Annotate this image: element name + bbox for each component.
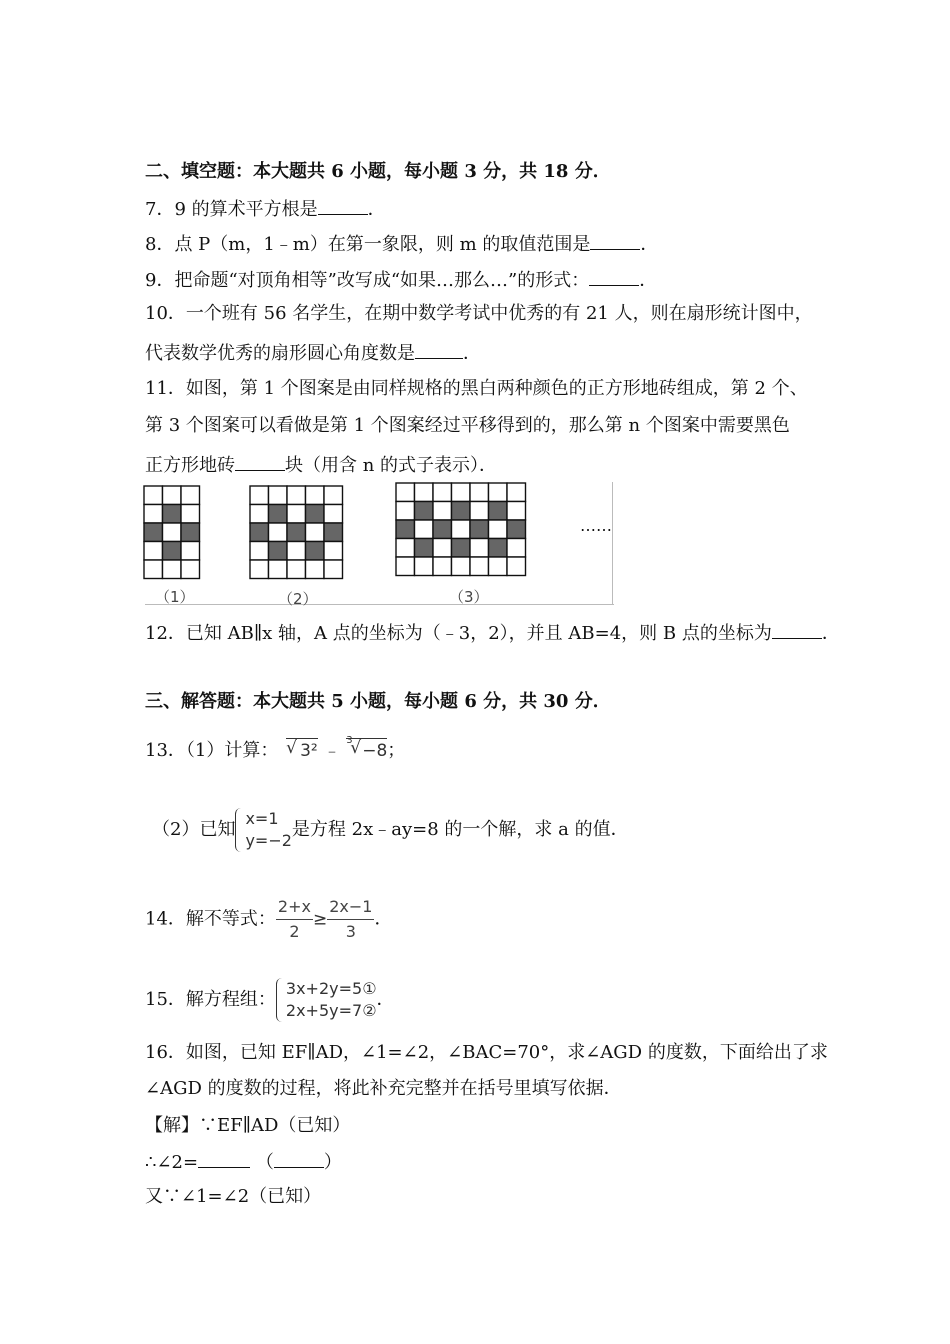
- white-tile: [507, 557, 526, 576]
- white-tile: [507, 502, 526, 521]
- black-tile: [269, 542, 288, 561]
- q13-part2-rest: 是方程 2x﹣ay=8 的一个解，求 a 的值．: [291, 819, 629, 840]
- white-tile: [306, 523, 325, 542]
- white-tile: [489, 483, 508, 502]
- q13-sys-row-2: y=−2: [245, 831, 292, 850]
- sqrt-icon: √: [286, 738, 297, 758]
- white-tile: [396, 483, 415, 502]
- white-tile: [415, 557, 434, 576]
- q15-sys-row-2: 2x+5y=7②: [285, 1001, 377, 1020]
- q16-line4-a: ∴∠2=: [145, 1152, 199, 1173]
- white-tile: [250, 560, 269, 579]
- white-tile: [287, 560, 306, 579]
- black-tile: [489, 502, 508, 521]
- question-16-line-5: 又∵∠1=∠2（已知）: [145, 1186, 322, 1207]
- black-tile: [415, 539, 434, 558]
- white-tile: [396, 502, 415, 521]
- pattern-2: [250, 486, 343, 579]
- black-tile: [306, 542, 325, 561]
- white-tile: [470, 483, 489, 502]
- q14-rhs-num: 2x−1: [327, 895, 374, 920]
- q12-blank[interactable]: [772, 620, 822, 639]
- black-tile: [163, 505, 182, 524]
- white-tile: [324, 486, 343, 505]
- brace-icon: [235, 808, 244, 852]
- q13-system: [235, 808, 291, 852]
- white-tile: [415, 520, 434, 539]
- question-10-line-1: 10．一个班有 56 名学生，在期中数学考试中优秀的有 21 人，则在扇形统计图中，: [145, 303, 813, 324]
- white-tile: [269, 486, 288, 505]
- q9-blank[interactable]: [589, 267, 639, 286]
- q8-blank[interactable]: [590, 231, 640, 250]
- white-tile: [470, 502, 489, 521]
- q9-end: ．: [639, 270, 658, 291]
- question-11-line-3: [145, 452, 497, 478]
- white-tile: [433, 483, 452, 502]
- pattern-3: [396, 483, 526, 576]
- q14-rhs-fraction: [327, 895, 374, 944]
- caption-2: （2）: [278, 590, 318, 608]
- white-tile: [507, 539, 526, 558]
- white-tile: [181, 505, 200, 524]
- question-15: [145, 978, 395, 1022]
- white-tile: [324, 542, 343, 561]
- black-tile: [144, 523, 163, 542]
- q15-sys-row-1: 3x+2y=5①: [285, 979, 377, 998]
- question-13-part-2: [152, 808, 629, 852]
- question-12: [145, 620, 840, 646]
- white-tile: [433, 502, 452, 521]
- white-tile: [181, 486, 200, 505]
- q15-label: 15．解方程组：: [145, 989, 276, 1010]
- black-tile: [433, 520, 452, 539]
- q12-end: ．: [821, 623, 840, 644]
- q16-blank-2[interactable]: [274, 1149, 324, 1168]
- white-tile: [181, 560, 200, 579]
- cbrt-radicand: −8: [362, 741, 388, 761]
- black-tile: [181, 523, 200, 542]
- q10-end: ．: [463, 343, 481, 364]
- white-tile: [287, 505, 306, 524]
- tile-pattern-figure: [142, 482, 614, 606]
- q11-text-b: 块（用含 n 的式子表示）．: [285, 455, 498, 476]
- black-tile: [396, 520, 415, 539]
- q14-end: ．: [374, 908, 393, 930]
- q16-blank-1[interactable]: [198, 1149, 250, 1168]
- white-tile: [181, 542, 200, 561]
- white-tile: [415, 483, 434, 502]
- figure-bottom-border: [145, 604, 614, 605]
- white-tile: [452, 557, 471, 576]
- white-tile: [452, 483, 471, 502]
- question-16-line-1: 16．如图，已知 EF∥AD，∠1=∠2，∠BAC=70°，求∠AGD 的度数，下面给出了求: [145, 1042, 828, 1063]
- question-16-line-3: 【解】∵EF∥AD（已知）: [145, 1115, 351, 1136]
- white-tile: [433, 557, 452, 576]
- q14-lhs-num: 2+x: [276, 895, 313, 920]
- figure-right-border: [612, 482, 613, 604]
- cbrt-expression: [346, 735, 388, 763]
- white-tile: [306, 486, 325, 505]
- white-tile: [144, 560, 163, 579]
- question-11-line-1: 11．如图，第 1 个图案是由同样规格的黑白两种颜色的正方形地砖组成，第 2 个、: [145, 378, 808, 399]
- question-8: [145, 231, 658, 257]
- black-tile: [269, 505, 288, 524]
- q11-text-a: 正方形地砖: [145, 455, 235, 476]
- q14-lhs-den: 2: [289, 922, 300, 941]
- white-tile: [163, 523, 182, 542]
- white-tile: [269, 560, 288, 579]
- figure-ellipsis: ……: [580, 516, 612, 535]
- white-tile: [306, 560, 325, 579]
- q11-blank[interactable]: [235, 452, 285, 471]
- white-tile: [489, 520, 508, 539]
- question-9: [145, 267, 657, 293]
- q12-text: 12．已知 AB∥x 轴，A 点的坐标为（﹣3，2），并且 AB=4，则 B 点的坐标为: [145, 623, 772, 644]
- sqrt-expression: [286, 738, 318, 763]
- q9-text: 9．把命题“对顶角相等”改写成“如果…那么…”的形式：: [145, 270, 590, 291]
- black-tile: [250, 523, 269, 542]
- black-tile: [415, 502, 434, 521]
- white-tile: [250, 486, 269, 505]
- q16-line4-c: ）: [323, 1152, 342, 1173]
- black-tile: [163, 542, 182, 561]
- question-10-line-2: [145, 340, 481, 366]
- minus-sign: ﹣: [323, 741, 341, 761]
- white-tile: [269, 523, 288, 542]
- white-tile: [507, 483, 526, 502]
- question-13-part-1: [145, 735, 406, 763]
- white-tile: [396, 557, 415, 576]
- q8-text: 8．点 P（m，1﹣m）在第一象限，则 m 的取值范围是: [145, 234, 591, 255]
- white-tile: [287, 486, 306, 505]
- black-tile: [452, 539, 471, 558]
- q14-rhs-den: 3: [345, 922, 356, 941]
- q7-text: 7．9 的算术平方根是: [145, 199, 318, 220]
- white-tile: [324, 560, 343, 579]
- section-2-heading: 二、填空题：本大题共 6 小题，每小题 3 分，共 18 分．: [145, 161, 611, 182]
- q13-sys-row-1: x=1: [245, 809, 279, 828]
- q7-blank[interactable]: [318, 196, 368, 215]
- sqrt-radicand: 3²: [300, 741, 318, 761]
- q14-operator: ≥: [312, 909, 328, 930]
- white-tile: [396, 539, 415, 558]
- white-tile: [470, 557, 489, 576]
- q13-part1-label: 13．（1）计算：: [145, 740, 279, 761]
- q10-text: 代表数学优秀的扇形圆心角度数是: [145, 343, 415, 364]
- black-tile: [287, 523, 306, 542]
- black-tile: [306, 505, 325, 524]
- q13-part2-label: （2）已知: [152, 819, 236, 840]
- section-3-heading: 三、解答题：本大题共 5 小题，每小题 6 分，共 30 分．: [145, 691, 611, 712]
- white-tile: [324, 505, 343, 524]
- caption-1: （1）: [155, 588, 195, 606]
- q13-part1-end: ；: [387, 740, 406, 761]
- white-tile: [250, 542, 269, 561]
- white-tile: [163, 486, 182, 505]
- cbrt-index: 3: [346, 735, 353, 746]
- question-7: [145, 196, 386, 222]
- caption-3: （3）: [449, 588, 489, 606]
- black-tile: [452, 502, 471, 521]
- white-tile: [433, 539, 452, 558]
- q8-end: ．: [640, 234, 659, 255]
- q14-label: 14．解不等式：: [145, 908, 276, 930]
- question-14: [145, 895, 392, 944]
- white-tile: [144, 505, 163, 524]
- q16-line4-b: （: [255, 1152, 274, 1173]
- question-11-line-2: 第 3 个图案可以看做是第 1 个图案经过平移得到的，那么第 n 个图案中需要黑色: [145, 415, 790, 436]
- black-tile: [324, 523, 343, 542]
- black-tile: [489, 539, 508, 558]
- white-tile: [144, 486, 163, 505]
- q10-blank[interactable]: [415, 340, 463, 359]
- white-tile: [287, 542, 306, 561]
- pattern-1: [144, 486, 200, 579]
- white-tile: [489, 557, 508, 576]
- q15-system: [276, 978, 377, 1022]
- q15-end: ．: [376, 989, 395, 1010]
- brace-icon: [276, 978, 285, 1022]
- white-tile: [250, 505, 269, 524]
- question-16-line-2: ∠AGD 的度数的过程，将此补充完整并在括号里填写依据．: [145, 1078, 622, 1099]
- cbrt-icon: √: [350, 738, 362, 758]
- white-tile: [163, 560, 182, 579]
- q14-lhs-fraction: [276, 895, 313, 944]
- q7-end: ．: [367, 199, 386, 220]
- black-tile: [470, 520, 489, 539]
- black-tile: [507, 520, 526, 539]
- white-tile: [144, 542, 163, 561]
- white-tile: [452, 520, 471, 539]
- question-16-line-4: [145, 1149, 342, 1175]
- white-tile: [470, 539, 489, 558]
